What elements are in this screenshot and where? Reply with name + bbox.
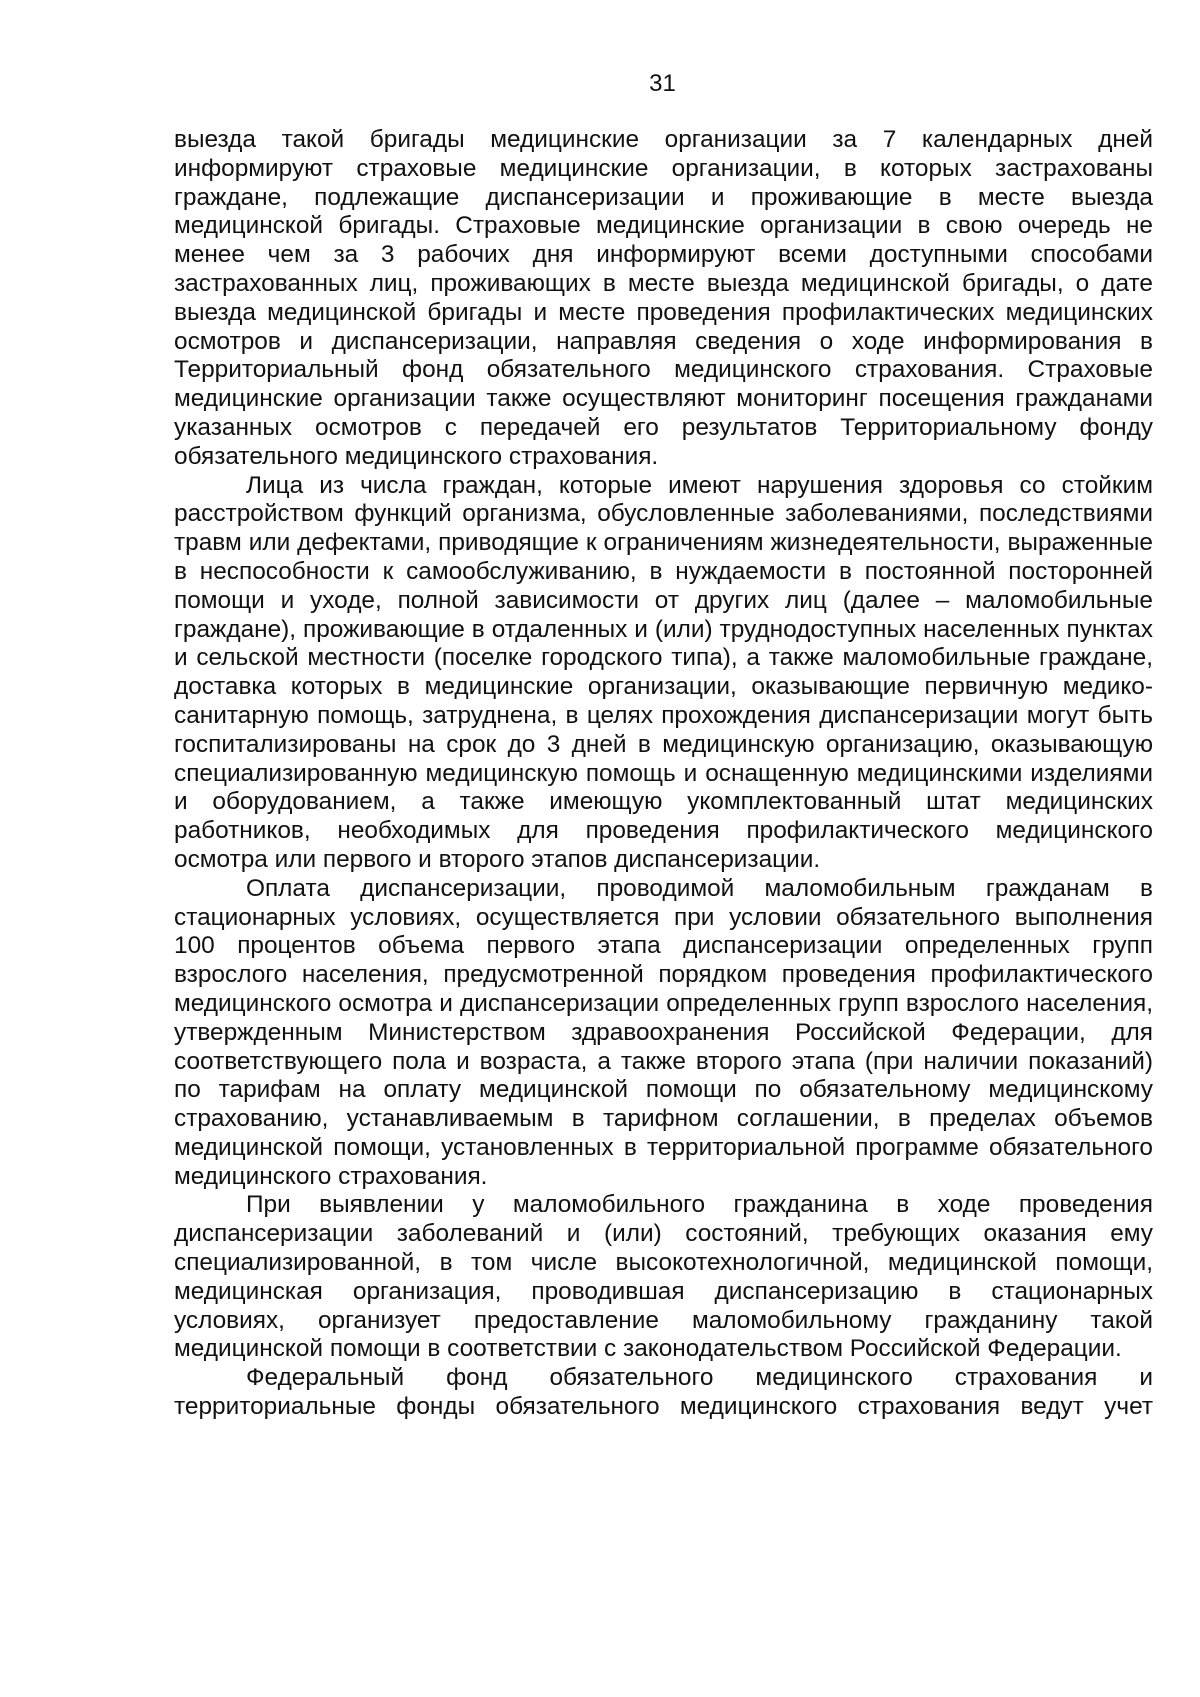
paragraph: Оплата диспансеризации, проводимой маломобильным гражданам в стационарных условиях, осуществляется при условии обязательного выполнения 100 процентов объема первого этапа диспансеризации определенных групп взрослого населения, предусмотренной порядком проведения профилактического медицинского осмотра и диспансеризации определенных групп взрослого населения, утвержденным Министерством здравоохранения Российской Федерации, для соответствующего пола и возраста, а также второго этапа (при наличии показаний) по тарифам на оплату медицинской помощи по обязательному медицинскому страхованию, устанавливаемым в тарифном соглашении, в пределах объемов медицинской помощи, установленных в территориальной программе обязательного медицинского страхования. bbox=[174, 874, 1153, 1190]
page-number: 31 bbox=[649, 70, 676, 97]
paragraph: При выявлении у маломобильного гражданина в ходе проведения диспансеризации заболеваний и (или) состояний, требующих оказания ему специализированной, в том числе высокотехнологичной, медицинской помощи, медицинская организация, проводившая диспансеризацию в стационарных условиях, организует предоставление маломобильному гражданину такой медицинской помощи в соответствии с законодательством Российской Федерации. bbox=[174, 1191, 1153, 1363]
paragraph: выезда такой бригады медицинские организации за 7 календарных дней информируют страховые медицинские организации, в которых застрахованы граждане, подлежащие диспансеризации и проживающие в месте выезда медицинской бригады. Страховые медицинские организации в свою очередь не менее чем за 3 рабочих дня информируют всеми доступными способами застрахованных лиц, проживающих в месте выезда медицинской бригады, о дате выезда медицинской бригады и месте проведения профилактических медицинских осмотров и диспансеризации, направляя сведения о ходе информирования в Территориальный фонд обязательного медицинского страхования. Страховые медицинские организации также осуществляют мониторинг посещения гражданами указанных осмотров с передачей его результатов Территориальному фонду обязательного медицинского страхования. bbox=[174, 126, 1153, 470]
paragraph: Федеральный фонд обязательного медицинского страхования и территориальные фонды обязательного медицинского страхования ведут учет bbox=[174, 1364, 1153, 1421]
document-body bbox=[174, 126, 1153, 1422]
paragraph: Лица из числа граждан, которые имеют нарушения здоровья со стойким расстройством функций организма, обусловленные заболеваниями, последствиями травм или дефектами, приводящие к ограничениям жизнедеятельности, выраженные в неспособности к самообслуживанию, в нуждаемости в постоянной посторонней помощи и уходе, полной зависимости от других лиц (далее – маломобильные граждане), проживающие в отдаленных и (или) труднодоступных населенных пунктах и сельской местности (поселке городского типа), а также маломобильные граждане, доставка которых в медицинские организации, оказывающие первичную медико-санитарную помощь, затруднена, в целях прохождения диспансеризации могут быть госпитализированы на срок до 3 дней в медицинскую организацию, оказывающую специализированную медицинскую помощь и оснащенную медицинскими изделиями и оборудованием, а также имеющую укомплектованный штат медицинских работников, необходимых для проведения профилактического медицинского осмотра или первого и второго этапов диспансеризации. bbox=[174, 471, 1153, 873]
